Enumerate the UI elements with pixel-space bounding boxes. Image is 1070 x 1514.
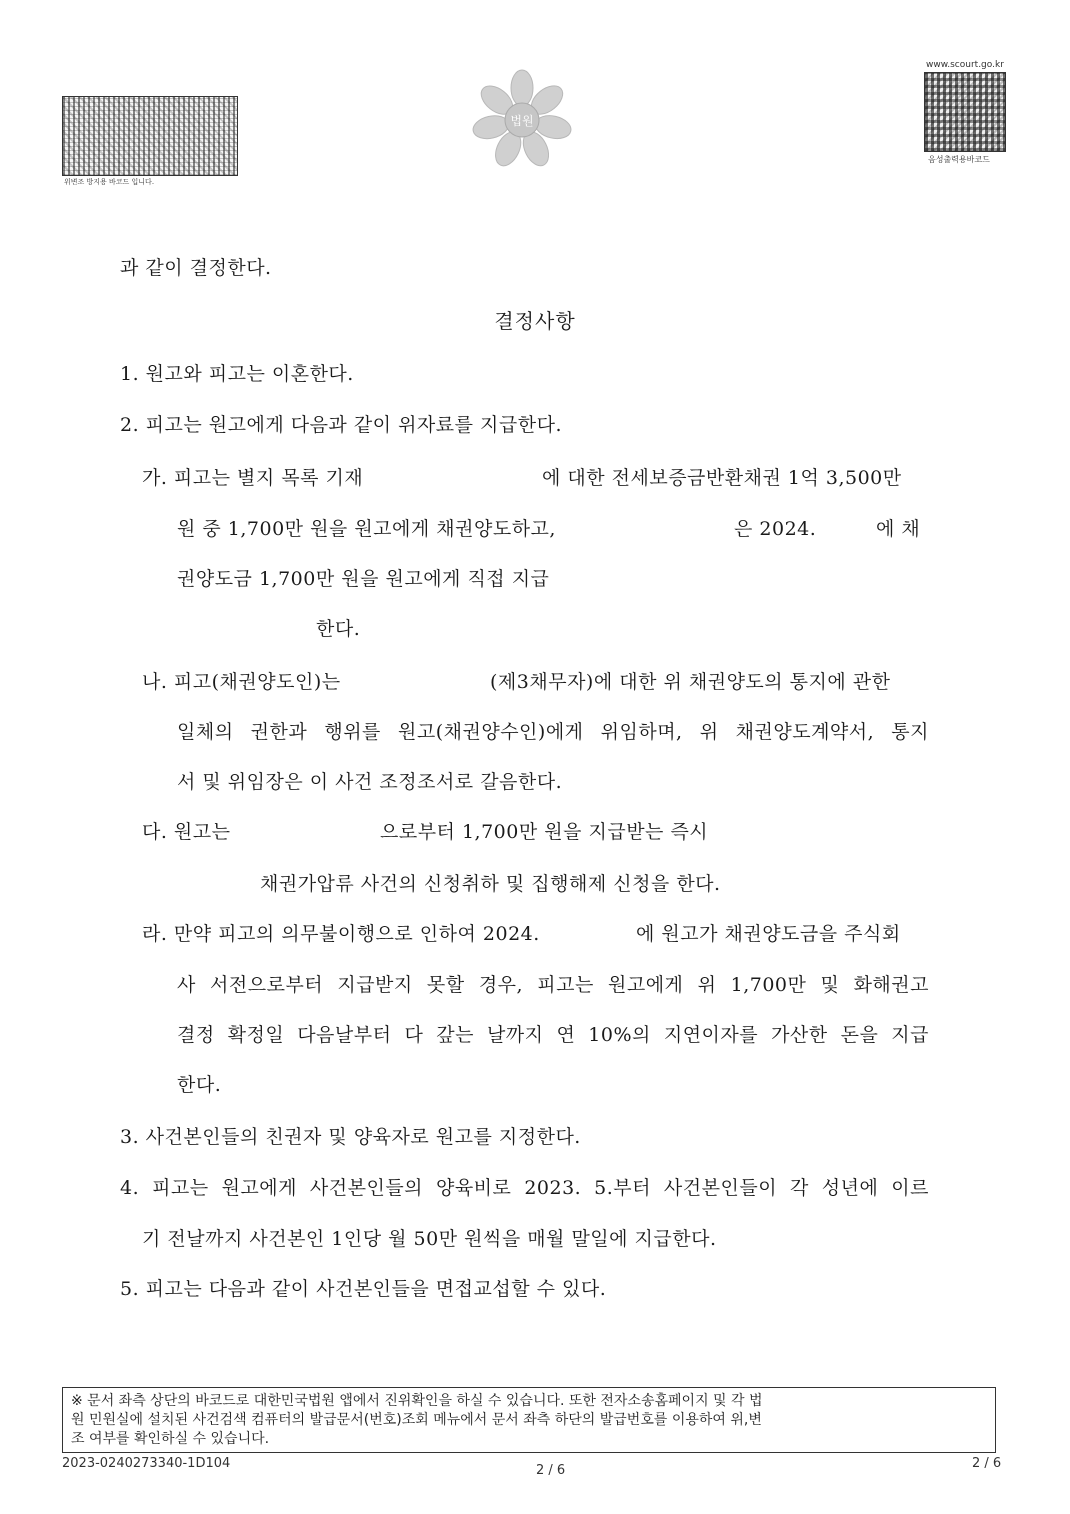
issue-number: 2023-0240273340-1D104 bbox=[62, 1456, 231, 1471]
item-2-da-line-2: 채권가압류 사건의 신청취하 및 집행해제 신청을 한다. bbox=[260, 873, 721, 895]
item-2-ra-line-4: 한다. bbox=[177, 1074, 222, 1096]
voice-output-barcode bbox=[924, 72, 1006, 152]
verification-notice-line-3: 조 여부를 확인하실 수 있습니다. bbox=[71, 1431, 270, 1447]
item-2-ra-line-1a: 라. 만약 피고의 의무불이행으로 인하여 2024. bbox=[142, 923, 540, 945]
item-2-da-line-1b: 으로부터 1,700만 원을 지급받는 즉시 bbox=[380, 821, 709, 843]
anti-forgery-barcode-caption: 위변조 방지용 바코드 입니다. bbox=[64, 178, 155, 186]
item-4-line-1: 4. 피고는 원고에게 사건본인들의 양육비로 2023. 5.부터 사건본인들이 각 성년에 이르 bbox=[120, 1177, 929, 1199]
item-2-ra-line-2: 사 서전으로부터 지급받지 못할 경우, 피고는 원고에게 위 1,700만 및 화해권고 bbox=[177, 974, 929, 996]
section-title: 결정사항 bbox=[494, 309, 576, 333]
item-2-ga-line-2c: 에 채 bbox=[876, 518, 921, 540]
item-2-da-line-1a: 다. 원고는 bbox=[142, 821, 231, 843]
item-5: 5. 피고는 다음과 같이 사건본인들을 면접교섭할 수 있다. bbox=[120, 1278, 607, 1300]
verification-notice-line-2: 원 민원실에 설치된 사건검색 컴퓨터의 발급문서(번호)조회 메뉴에서 문서 좌측 하단의 발급번호를 이용하여 위,변 bbox=[71, 1412, 762, 1428]
page-number-right: 2 / 6 bbox=[972, 1456, 1002, 1471]
item-2-ga-line-2b: 은 2024. bbox=[734, 518, 817, 540]
item-1: 1. 원고와 피고는 이혼한다. bbox=[120, 363, 354, 385]
page-number-center: 2 / 6 bbox=[536, 1463, 566, 1478]
item-2-ga-line-1b: 에 대한 전세보증금반환채권 1억 3,500만 bbox=[542, 467, 902, 489]
item-2-ga-line-1a: 가. 피고는 별지 목록 기재 bbox=[142, 467, 364, 489]
item-2-ra-line-3: 결정 확정일 다음날부터 다 갚는 날까지 연 10%의 지연이자를 가산한 돈을 지급 bbox=[177, 1024, 929, 1046]
voice-output-barcode-caption: 음성출력용바코드 bbox=[928, 155, 990, 164]
item-2-na-line-1a: 나. 피고(채권양도인)는 bbox=[142, 671, 341, 693]
anti-forgery-barcode bbox=[62, 96, 238, 176]
item-2-ga-line-3: 권양도금 1,700만 원을 원고에게 직접 지급 bbox=[177, 568, 550, 590]
item-2-na-line-2: 일체의 권한과 행위를 원고(채권양수인)에게 위임하며, 위 채권양도계약서, 통지 bbox=[177, 721, 929, 743]
item-2-ga-line-2a: 원 중 1,700만 원을 원고에게 채권양도하고, bbox=[177, 518, 556, 540]
verification-notice bbox=[62, 1387, 996, 1453]
verification-notice-line-1: ※ 문서 좌측 상단의 바코드로 대한민국법원 앱에서 진위확인을 하실 수 있습니다. 또한 전자소송홈페이지 및 각 법 bbox=[71, 1393, 763, 1409]
item-2: 2. 피고는 원고에게 다음과 같이 위자료를 지급한다. bbox=[120, 414, 562, 436]
item-4-line-2: 기 전날까지 사건본인 1인당 월 50만 원씩을 매월 말일에 지급한다. bbox=[142, 1228, 717, 1250]
item-2-ra-line-1b: 에 원고가 채권양도금을 주식회 bbox=[636, 923, 901, 945]
item-2-na-line-3: 서 및 위임장은 이 사건 조정조서로 갈음한다. bbox=[177, 771, 563, 793]
intro-text: 과 같이 결정한다. bbox=[120, 257, 272, 279]
item-2-ga-line-4: 한다. bbox=[316, 618, 361, 640]
court-site-url: www.scourt.go.kr bbox=[926, 60, 1004, 70]
item-3: 3. 사건본인들의 친권자 및 양육자로 원고를 지정한다. bbox=[120, 1126, 581, 1148]
item-2-na-line-1b: (제3채무자)에 대한 위 채권양도의 통지에 관한 bbox=[490, 671, 891, 693]
court-seal-text: 법원 bbox=[510, 114, 534, 128]
